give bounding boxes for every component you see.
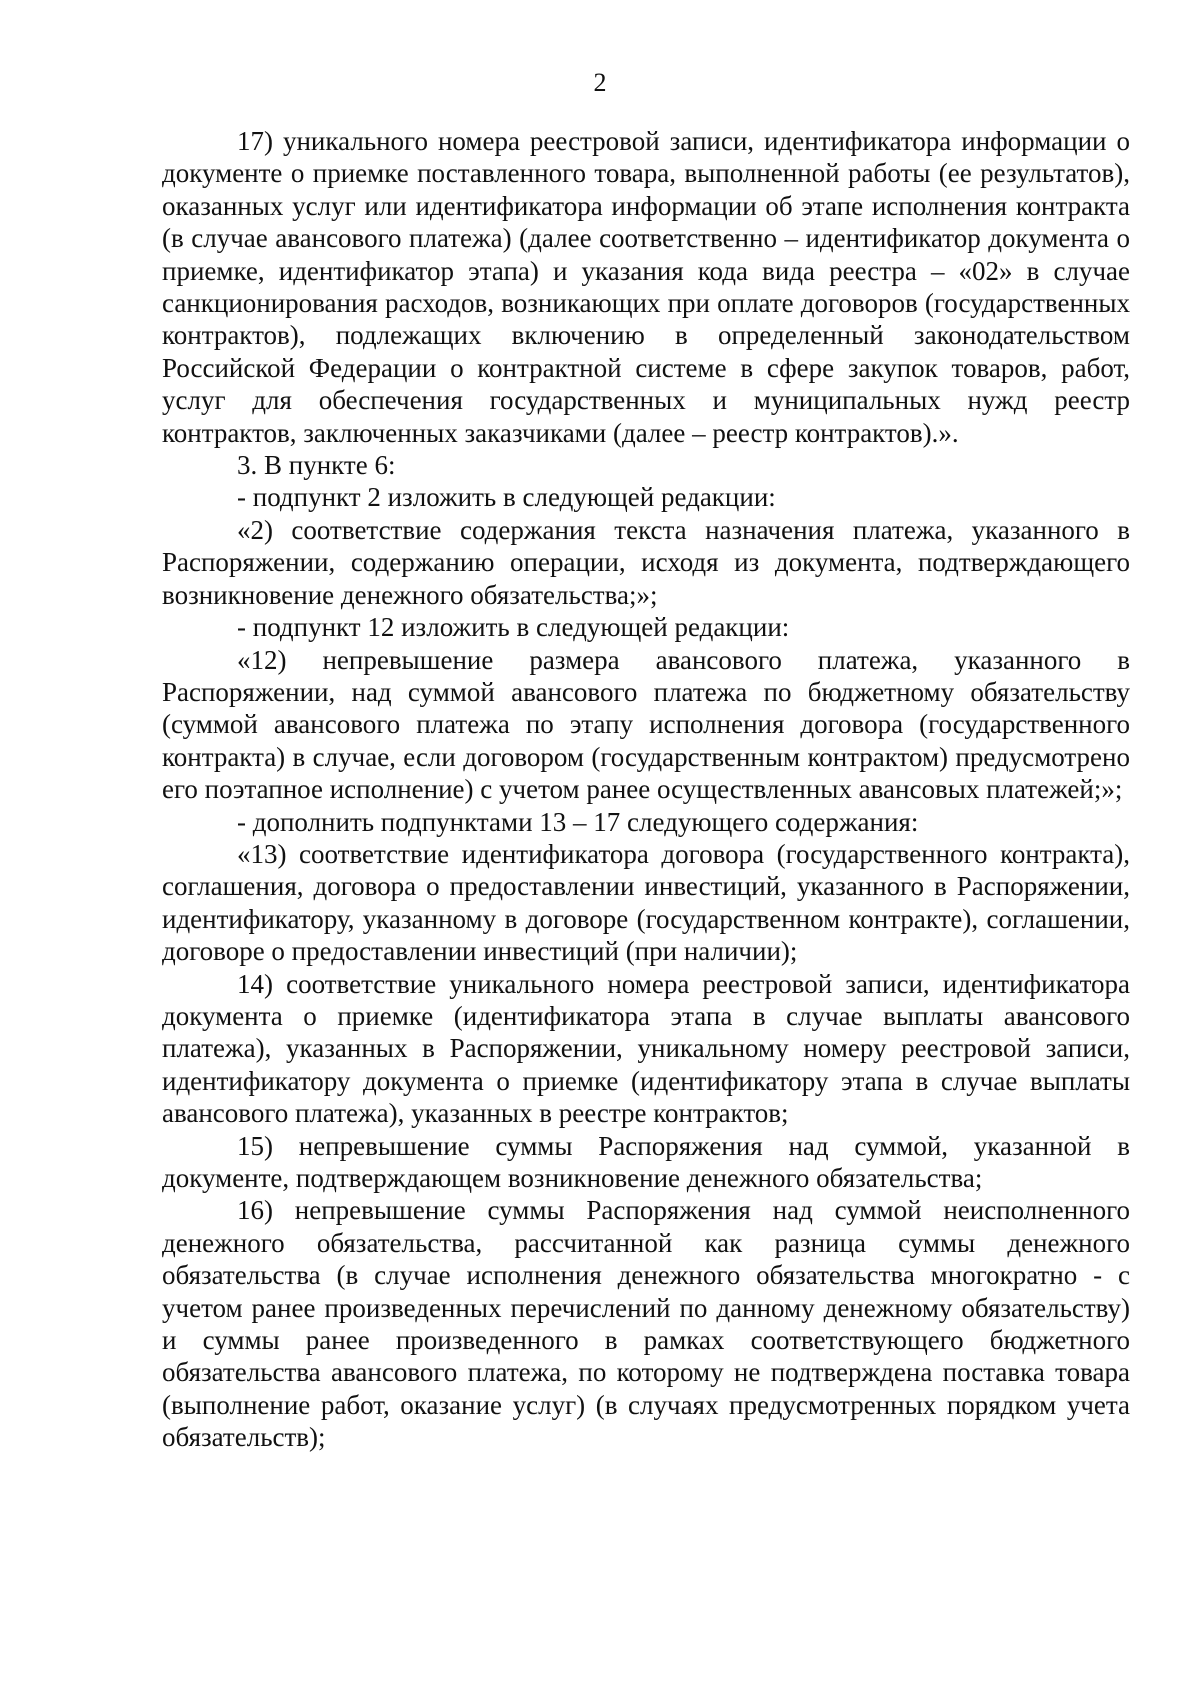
paragraph-subpoint-12-text: «12) непревышение размера авансового платежа, указанного в Распоряжении, над суммой авансового платежа по бюджетному обязательству (суммой авансового платежа по этапу исполнения договора (государственного контракта) в случае, если договором (государственным контрактом) предусмотрено его поэтапное исполнение) с учетом ранее осуществленных авансовых платежей;»; bbox=[162, 644, 1130, 805]
document-body bbox=[162, 125, 1130, 1454]
paragraph-subpoints-13-17-instruction: - дополнить подпунктами 13 – 17 следующего содержания: bbox=[237, 806, 919, 837]
paragraph-subpoint-16-text: 16) непревышение суммы Распоряжения над суммой неисполненного денежного обязательства, рассчитанной как разница суммы денежного обязательства (в случае исполнения денежного обязательства многократно - с учетом ранее произведенных перечислений по данному денежному обязательству) и суммы ранее произведенного в рамках соответствующего бюджетного обязательства авансового платежа, по которому не подтверждена поставка товара (выполнение работ, оказание услуг) (в случаях предусмотренных порядком учета обязательств); bbox=[162, 1195, 1130, 1453]
paragraph-subpoint-12-instruction: - подпункт 12 изложить в следующей редакции: bbox=[237, 612, 790, 643]
paragraph-subpoint-14-text: 14) соответствие уникального номера реестровой записи, идентификатора документа о приемке (идентификатора этапа в случае выплаты авансового платежа), указанных в Распоряжении, уникальному номеру реестровой записи, идентификатору документа о приемке (идентификатору этапа в случае выплаты авансового платежа), указанных в реестре контрактов; bbox=[162, 968, 1130, 1129]
paragraph-item-17-identifiers: 17) уникального номера реестровой записи, идентификатора информации о документе о приемке поставленного товара, выполненной работы (ее результатов), оказанных услуг или идентификатора информации об этапе исполнения контракта (в случае авансового платежа) (далее соответственно – идентификатор документа о приемке, идентификатор этапа) и указания кода вида реестра – «02» в случае санкционирования расходов, возникающих при оплате договоров (государственных контрактов), подлежащих включению в определенный законодательством Российской Федерации о контрактной системе в сфере закупок товаров, работ, услуг для обеспечения государственных и муниципальных нужд реестр контрактов, заключенных заказчиками (далее – реестр контрактов).». bbox=[162, 126, 1130, 448]
paragraph-point-3-heading: 3. В пункте 6: bbox=[237, 450, 396, 481]
paragraph-subpoint-2-text: «2) соответствие содержания текста назначения платежа, указанного в Распоряжении, содержанию операции, исходя из документа, подтверждающего возникновение денежного обязательства;»; bbox=[162, 514, 1130, 610]
page-number: 2 bbox=[593, 68, 607, 97]
paragraph-subpoint-2-instruction: - подпункт 2 изложить в следующей редакции: bbox=[237, 482, 776, 513]
paragraph-subpoint-13-text: «13) соответствие идентификатора договора (государственного контракта), соглашения, договора о предоставлении инвестиций, указанного в Распоряжении, идентификатору, указанному в договоре (государственном контракте), соглашении, договоре о предоставлении инвестиций (при наличии); bbox=[162, 838, 1130, 967]
paragraph-subpoint-15-text: 15) непревышение суммы Распоряжения над суммой, указанной в документе, подтверждающем возникновение денежного обязательства; bbox=[162, 1130, 1130, 1193]
